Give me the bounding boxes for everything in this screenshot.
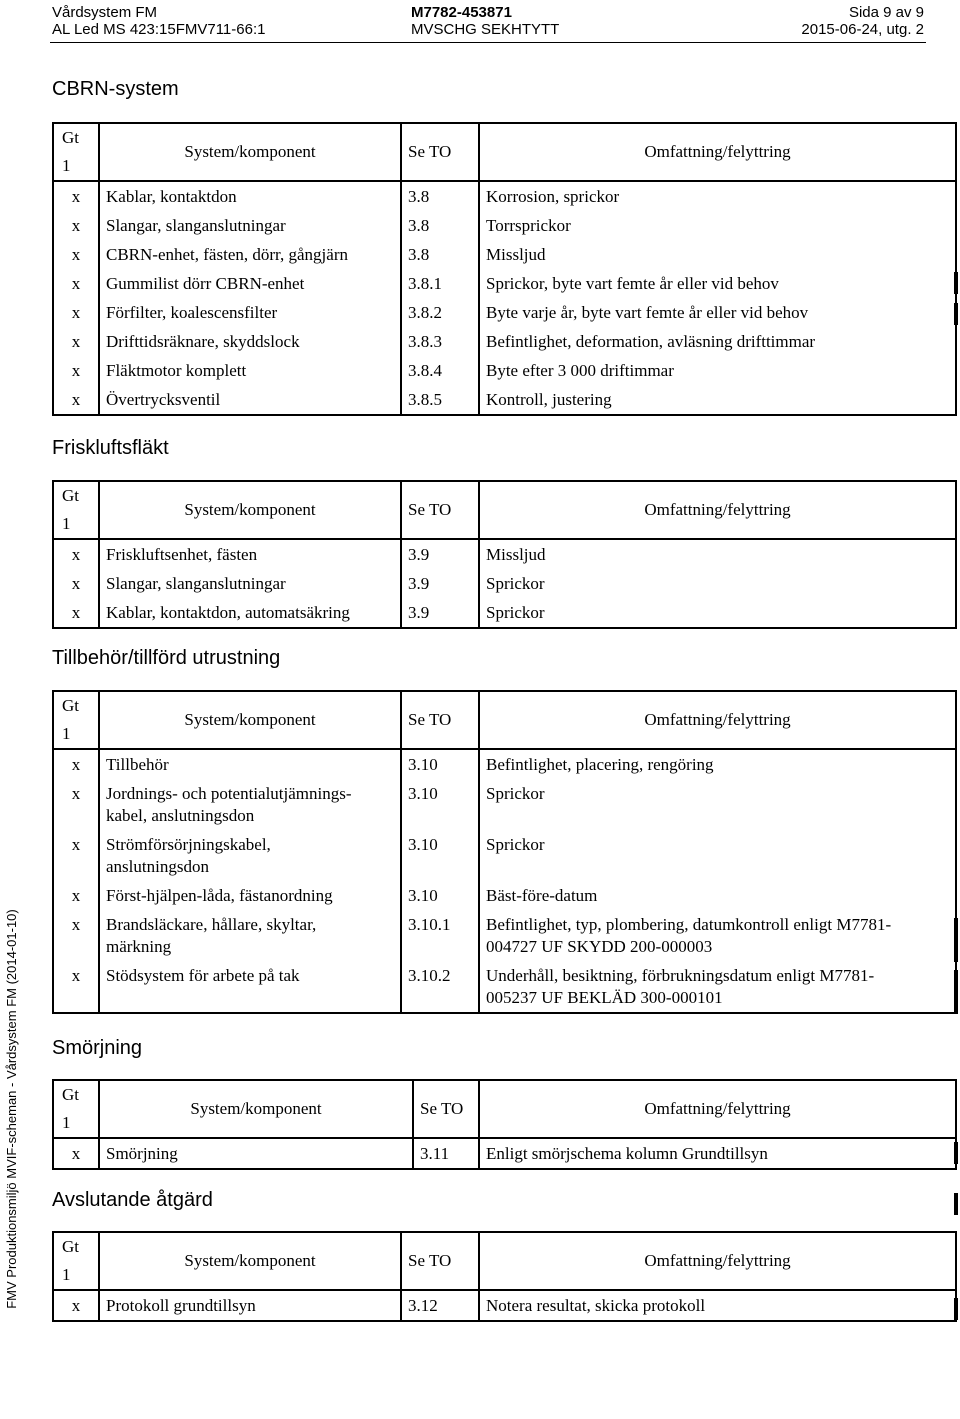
header-rule [50,42,926,43]
document-number: M7782-453871 [411,4,512,21]
section-title-smorjning: Smörjning [52,1037,143,1059]
page-header [0,0,960,44]
col-se-to: Se TO [401,691,479,749]
table-row: x Brandsläckare, hållare, skyltar, märkning 3.10.1 Befintlighet, typ, plombering, datumkontroll enligt M7781-004727 UF SKYDD 200-000003 [53,910,956,961]
table-header-row [53,1232,956,1290]
document-date: 2015-06-24, utg. 2 [801,21,924,38]
revision-bar [954,1298,958,1320]
table-row: x Protokoll grundtillsyn 3.12 Notera resultat, skicka protokoll [53,1290,956,1321]
col-omfattning: Omfattning/felyttring [479,1232,956,1290]
table-avslutande [52,1231,957,1322]
table-row: x Gummilist dörr CBRN-enhet 3.8.1 Sprickor, byte vart femte år eller vid behov [53,269,956,298]
revision-bar [954,970,958,1014]
vehicle-name: MVSCHG SEKHTYTT [411,21,560,38]
table-row: x Friskluftsenhet, fästen 3.9 Missljud [53,539,956,569]
col-system: System/komponent [99,1232,401,1290]
table-row: x Övertrycksventil 3.8.5 Kontroll, justering [53,385,956,415]
col-omfattning: Omfattning/felyttring [479,481,956,539]
document-ref: AL Led MS 423:15FMV711-66:1 [52,21,266,38]
table-header-row [53,691,956,749]
revision-bar [954,272,958,294]
table-row: x Kablar, kontaktdon 3.8 Korrosion, sprickor [53,181,956,211]
table-row: x Slangar, slanganslutningar 3.8 Torrsprickor [53,211,956,240]
table-friskluft [52,480,957,629]
table-header-row [53,481,956,539]
table-row: x Först-hjälpen-låda, fästanordning 3.10 Bäst-före-datum [53,881,956,910]
col-se-to: Se TO [413,1080,479,1138]
col-omfattning: Omfattning/felyttring [479,691,956,749]
table-row: x Förfilter, koalescensfilter 3.8.2 Byte varje år, byte vart femte år eller vid behov [53,298,956,327]
revision-bar [954,1193,958,1215]
section-title-avslutande: Avslutande åtgärd [52,1189,213,1211]
table-row: x Tillbehör 3.10 Befintlighet, placering, rengöring [53,749,956,779]
table-row: x Smörjning 3.11 Enligt smörjschema kolumn Grundtillsyn [53,1138,956,1169]
table-cbrn [52,122,957,416]
col-gt: Gt 1 [53,1232,99,1290]
table-row: x Fläktmotor komplett 3.8.4 Byte efter 3 000 driftimmar [53,356,956,385]
col-system: System/komponent [99,481,401,539]
system-name: Vårdsystem FM [52,4,158,21]
col-gt: Gt 1 [53,691,99,749]
production-environment-label: FMV Produktionsmiljö MVIF-scheman - Vårdsystem FM (2014-01-10) [4,909,19,1309]
col-gt: Gt 1 [53,481,99,539]
section-title-cbrn: CBRN-system [52,78,179,100]
table-row: x Kablar, kontaktdon, automatsäkring 3.9 Sprickor [53,598,956,628]
revision-bar [954,918,958,962]
col-gt: Gt 1 [53,1080,99,1138]
table-row: x CBRN-enhet, fästen, dörr, gångjärn 3.8 Missljud [53,240,956,269]
col-system: System/komponent [99,123,401,181]
col-omfattning: Omfattning/felyttring [479,123,956,181]
table-tillbehor [52,690,957,1014]
table-row: x Slangar, slanganslutningar 3.9 Sprickor [53,569,956,598]
col-system: System/komponent [99,691,401,749]
col-se-to: Se TO [401,481,479,539]
revision-bar [954,303,958,325]
col-gt: Gt 1 [53,123,99,181]
section-title-tillbehor: Tillbehör/tillförd utrustning [52,647,281,669]
table-row: x Stödsystem för arbete på tak 3.10.2 Underhåll, besiktning, förbrukningsdatum enligt M7781-005237 UF BEKLÄD 300-000101 [53,961,956,1013]
section-title-friskluft: Friskluftsfläkt [52,437,169,459]
table-header-row [53,1080,956,1138]
col-se-to: Se TO [401,123,479,181]
revision-bar [954,1142,958,1164]
col-system: System/komponent [99,1080,413,1138]
table-row: x Jordnings- och potentialutjämnings-kabel, anslutningsdon 3.10 Sprickor [53,779,956,830]
col-omfattning: Omfattning/felyttring [479,1080,956,1138]
table-smorjning [52,1079,957,1170]
table-row: x Strömförsörjningskabel, anslutningsdon 3.10 Sprickor [53,830,956,881]
table-row: x Drifttidsräknare, skyddslock 3.8.3 Befintlighet, deformation, avläsning drifttimmar [53,327,956,356]
col-se-to: Se TO [401,1232,479,1290]
table-header-row [53,123,956,181]
page-number: Sida 9 av 9 [848,4,924,21]
